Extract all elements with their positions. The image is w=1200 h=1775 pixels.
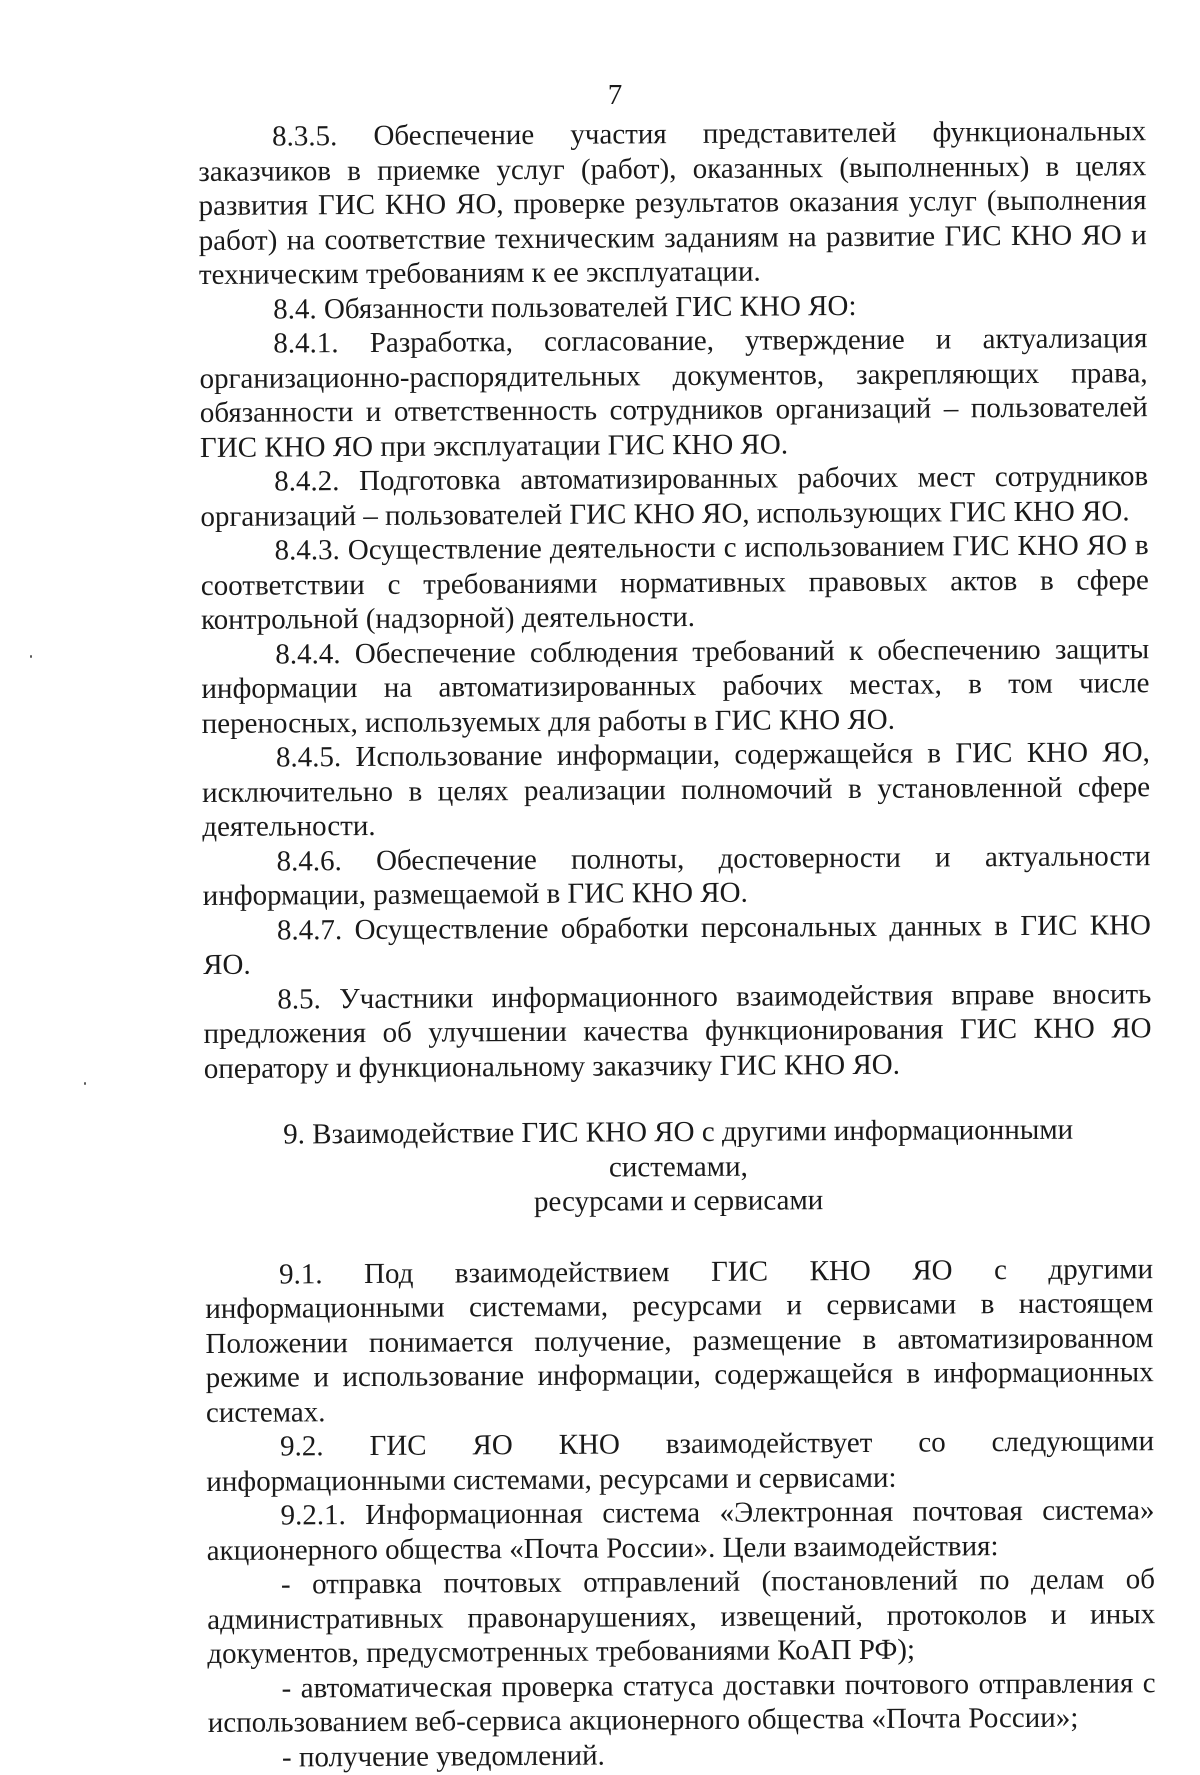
section-heading-line-1: 9. Взаимодействие ГИС КНО ЯО с другими информационными системами, [283,1113,1074,1184]
scan-speck-mark [30,655,32,658]
paragraph-8-4: 8.4. Обязанности пользователей ГИС КНО ЯО: [273,289,857,326]
list-item-delivery-check: - автоматическая проверка статуса доставки почтового отправления с использованием веб-сервиса акционерного общества «Почта России»; [207,1666,1156,1739]
paragraph-9-2: 9.2. ГИС ЯО КНО взаимодействует со следующими информационными системами, ресурсами и сервисами: [206,1425,1155,1498]
paragraph-8-4-3: 8.4.3. Осуществление деятельности с использованием ГИС КНО ЯО в соответствии с требованиями нормативных правовых актов в сфере контрольной (надзорной) деятельности. [200,529,1149,636]
paragraph-9-1: 9.1. Под взаимодействием ГИС КНО ЯО с другими информационными системами, ресурсами и сервисами в настоящем Положении понимается получение, размещение в автоматизированном режиме и использование информации, содержащейся в информационных системах. [205,1252,1154,1429]
section-heading [204,1112,1153,1221]
paragraph-8-4-7: 8.4.7. Осуществление обработки персональных данных в ГИС КНО ЯО. [203,908,1152,981]
scan-speck-mark [84,1082,86,1085]
paragraph-8-5: 8.5. Участники информационного взаимодействия вправе вносить предложения об улучшении качества функционирования ГИС КНО ЯО оператору и функциональному заказчику ГИС КНО ЯО. [203,977,1152,1085]
paragraph-8-4-6: 8.4.6. Обеспечение полноты, достоверности и актуальности информации, размещаемой в ГИС КНО ЯО. [202,839,1151,912]
paragraph-8-4-5: 8.4.5. Использование информации, содержащейся в ГИС КНО ЯО, исключительно в целях реализации полномочий в установленной сфере деятельности. [202,736,1151,843]
paragraph-9-2-1: 9.2.1. Информационная система «Электронная почтовая система» акционерного общества «Почта России». Цели взаимодействия: [206,1494,1155,1567]
page-number: 7 [607,79,623,111]
list-item-notifications: - получение уведомлений. [281,1739,605,1774]
document-body [198,114,1156,1775]
section-heading-line-2: ресурсами и сервисами [533,1184,824,1218]
paragraph-8-4-4: 8.4.4. Обеспечение соблюдения требований к обеспечению защиты информации на автоматизированных рабочих местах, в том числе переносных, используемых для работы в ГИС КНО ЯО. [201,632,1150,740]
paragraph-8-3-5: 8.3.5. Обеспечение участия представителей функциональных заказчиков в приемке услуг (работ), оказанных (выполненных) в целях развития ГИС КНО ЯО, проверке результатов оказания услуг (выполнения работ) на соответствие техническим заданиям на развитие ГИС КНО ЯО и техническим требованиям к ее эксплуатации. [198,115,1147,291]
list-item-postal-sending: - отправка почтовых отправлений (постановлений по делам об административных правонарушениях, извещений, протоколов и иных документов, предусмотренных требованиями КоАП РФ); [207,1563,1156,1670]
paragraph-8-4-2: 8.4.2. Подготовка автоматизированных рабочих мест сотрудников организаций – пользователей ГИС КНО ЯО, использующих ГИС КНО ЯО. [200,460,1149,533]
paragraph-8-4-1: 8.4.1. Разработка, согласование, утверждение и актуализация организационно-распорядительных документов, закрепляющих права, обязанности и ответственность сотрудников организаций – пользователей ГИС КНО ЯО при эксплуатации ГИС КНО ЯО. [199,322,1148,464]
